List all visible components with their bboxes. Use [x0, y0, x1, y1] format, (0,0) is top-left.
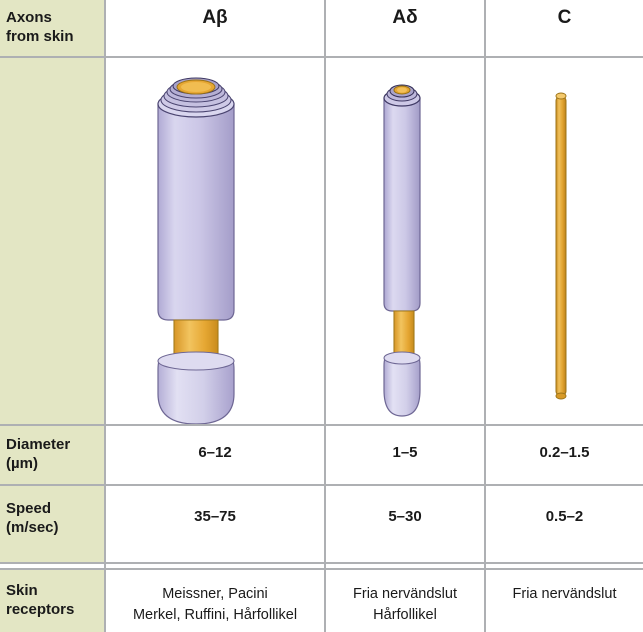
row-label-speed-line1: Speed — [6, 500, 52, 517]
illustration-adelta — [326, 58, 484, 424]
row-label-axons — [0, 0, 104, 56]
column-header-adelta — [326, 0, 484, 56]
row-label-speed-text — [6, 499, 59, 537]
illustration-c — [486, 58, 643, 424]
row-label-axons-text — [6, 8, 74, 46]
row-label-diameter-line1: Diameter — [6, 436, 71, 453]
diameter-value-abeta-text: 6–12 — [198, 444, 232, 461]
diameter-value-c-text: 0.2–1.5 — [539, 444, 590, 461]
speed-value-c-text: 0.5–2 — [545, 508, 584, 525]
receptors-value-abeta-line2: Merkel, Ruffini, Hårfollikel — [132, 607, 298, 623]
receptors-value-c — [486, 584, 643, 632]
divider-diameter — [0, 424, 643, 426]
row-label-diameter-text — [6, 435, 70, 473]
row-label-receptors-line1: Skin — [6, 582, 38, 599]
column-header-abeta — [106, 0, 324, 56]
speed-value-adelta — [326, 508, 484, 542]
diameter-value-adelta — [326, 444, 484, 478]
row-label-speed-line2: (m/sec) — [6, 519, 59, 536]
row-label-diameter — [0, 426, 104, 484]
speed-value-adelta-text: 5–30 — [388, 508, 422, 525]
row-label-diameter-line2: (µm) — [6, 455, 38, 472]
row-label-axons-line2: from skin — [6, 28, 74, 45]
diameter-value-adelta-text: 1–5 — [392, 444, 418, 461]
column-header-c-text: C — [557, 7, 572, 28]
divider-speed — [0, 484, 643, 486]
row-label-speed — [0, 486, 104, 562]
divider-receptors-bottom — [0, 568, 643, 570]
row-label-receptors — [0, 570, 104, 632]
row-label-receptors-line2: receptors — [6, 601, 75, 618]
column-header-c — [486, 0, 643, 56]
row-label-illustration — [0, 58, 104, 424]
speed-value-abeta-text: 35–75 — [194, 508, 236, 525]
speed-value-abeta — [106, 508, 324, 542]
diameter-value-c — [486, 444, 643, 478]
receptors-value-c-line1: Fria nervändslut — [512, 586, 617, 602]
receptors-value-adelta-line1: Fria nervändslut — [353, 586, 457, 602]
row-label-axons-line1: Axons — [6, 9, 52, 26]
receptors-value-adelta — [326, 584, 484, 632]
column-header-adelta-text: Aδ — [392, 7, 418, 28]
row-label-receptors-text — [6, 581, 74, 619]
receptors-value-adelta-line2: Hårfollikel — [373, 607, 437, 623]
divider-receptors-top — [0, 562, 643, 564]
receptors-value-abeta-line1: Meissner, Pacini — [162, 586, 268, 602]
column-header-abeta-text: Aβ — [202, 7, 228, 28]
receptors-value-abeta — [106, 584, 324, 632]
speed-value-c — [486, 508, 643, 542]
diameter-value-abeta — [106, 444, 324, 478]
illustration-abeta — [106, 58, 324, 424]
